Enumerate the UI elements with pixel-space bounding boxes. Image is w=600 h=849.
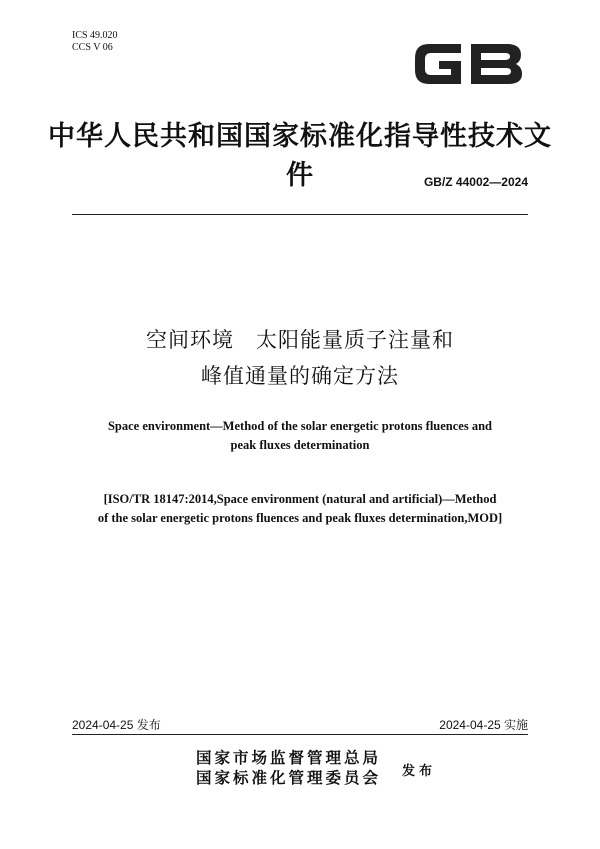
gb-logo-icon	[409, 36, 527, 92]
issuing-authorities	[196, 748, 381, 788]
issuer-line2: 国家标准化管理委员会	[196, 768, 382, 787]
english-title-line1: Space environment—Method of the solar energetic protons fluences and	[107, 419, 492, 433]
standard-number: GB/Z 44002—2024	[423, 175, 528, 189]
implementation-date: 2024-04-25 实施	[439, 718, 528, 732]
issuer-line1: 国家市场监督管理总局	[196, 748, 382, 767]
chinese-title	[60, 322, 540, 394]
ics-code: ICS 49.020	[72, 30, 118, 41]
ccs-code: CCS V 06	[72, 42, 113, 53]
bottom-divider	[72, 734, 528, 735]
chinese-title-line2: 峰值通量的确定方法	[201, 364, 399, 388]
top-divider	[72, 214, 528, 215]
iso-reference-line1: [ISO/TR 18147:2014,Space environment (natural and artificial)—Method	[103, 492, 497, 506]
english-title	[70, 417, 530, 455]
publish-label: 发布	[402, 764, 437, 779]
classification-codes	[72, 30, 118, 54]
chinese-title-line1: 空间环境 太阳能量质子注量和	[146, 328, 454, 352]
iso-reference	[60, 490, 540, 528]
release-date: 2024-04-25 发布	[72, 718, 161, 732]
iso-reference-line2: of the solar energetic protons fluences and peak fluxes determination,MOD]	[97, 511, 503, 525]
english-title-line2: peak fluxes determination	[230, 438, 370, 452]
document-category-title: 中华人民共和国国家标准化指导性技术文件	[48, 121, 552, 191]
